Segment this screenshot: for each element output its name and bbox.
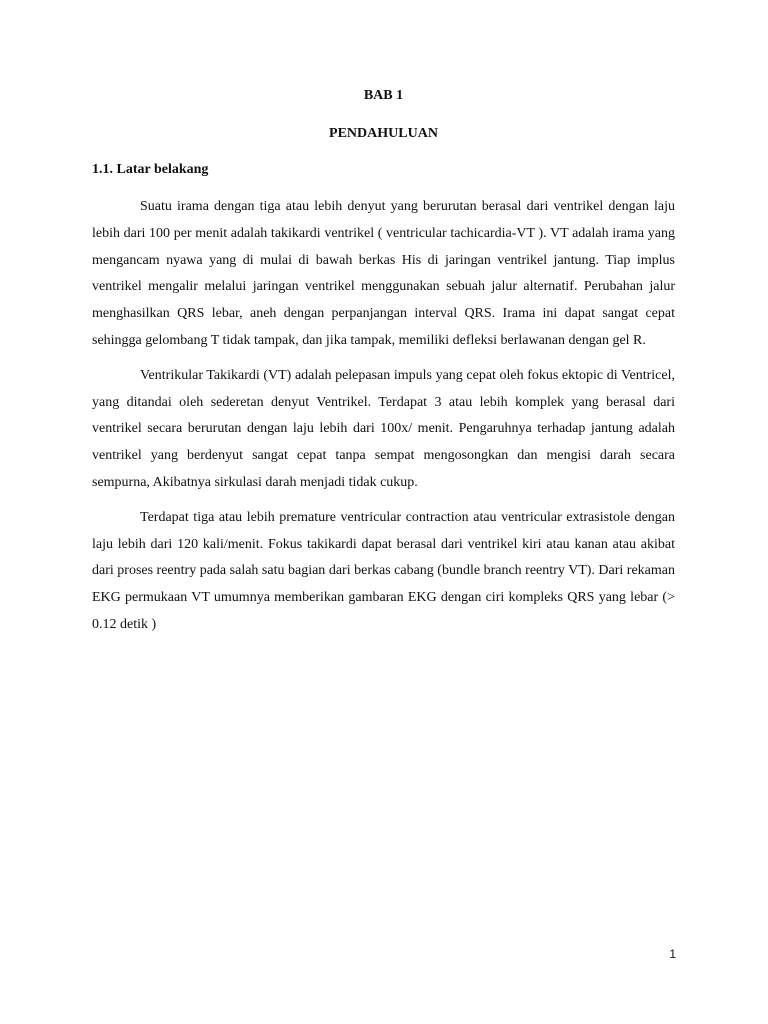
section-heading: 1.1. Latar belakang xyxy=(92,162,209,177)
page-number: 1 xyxy=(669,947,676,961)
body-paragraph: Terdapat tiga atau lebih premature ventricular contraction atau ventricular extrasistole dengan laju lebih dari 120 kali/menit. Fokus takikardi dapat berasal dari ventrikel kiri atau kanan atau akibat dari proses reentry pada salah satu bagian dari berkas cabang (bundle branch reentry VT). Dari rekaman EKG permukaan VT umumnya memberikan gambaran EKG dengan ciri kompleks QRS yang lebar (> 0.12 detik ) xyxy=(92,509,675,632)
page-body xyxy=(92,86,675,639)
body-paragraph: Suatu irama dengan tiga atau lebih denyut yang berurutan berasal dari ventrikel dengan laju lebih dari 100 per menit adalah takikardi ventrikel ( ventricular tachicardia-VT ). VT adalah irama yang mengancam nyawa yang di mulai di bawah berkas His di jaringan ventrikel jantung. Tiap implus ventrikel mengalir melalui jaringan ventrikel menggunakan sebuah jalur alternatif. Perubahan jalur menghasilkan QRS lebar, aneh dengan perpanjangan interval QRS. Irama ini dapat sangat cepat sehingga gelombang T tidak tampak, dan jika tampak, memiliki defleksi berlawanan dengan gel R. xyxy=(92,199,675,348)
chapter-title: PENDAHULUAN xyxy=(329,126,438,141)
body-paragraph: Ventrikular Takikardi (VT) adalah pelepasan impuls yang cepat oleh fokus ektopic di Ventricel, yang ditandai oleh sederetan denyut Ventrikel. Terdapat 3 atau lebih komplek yang berasal dari ventrikel secara berurutan dengan laju lebih dari 100x/ menit. Pengaruhnya terhadap jantung adalah ventrikel yang berdenyut sangat cepat tanpa sempat mengosongkan dan mengisi darah secara sempurna, Akibatnya sirkulasi darah menjadi tidak cukup. xyxy=(92,367,675,490)
chapter-label: BAB 1 xyxy=(363,88,404,103)
